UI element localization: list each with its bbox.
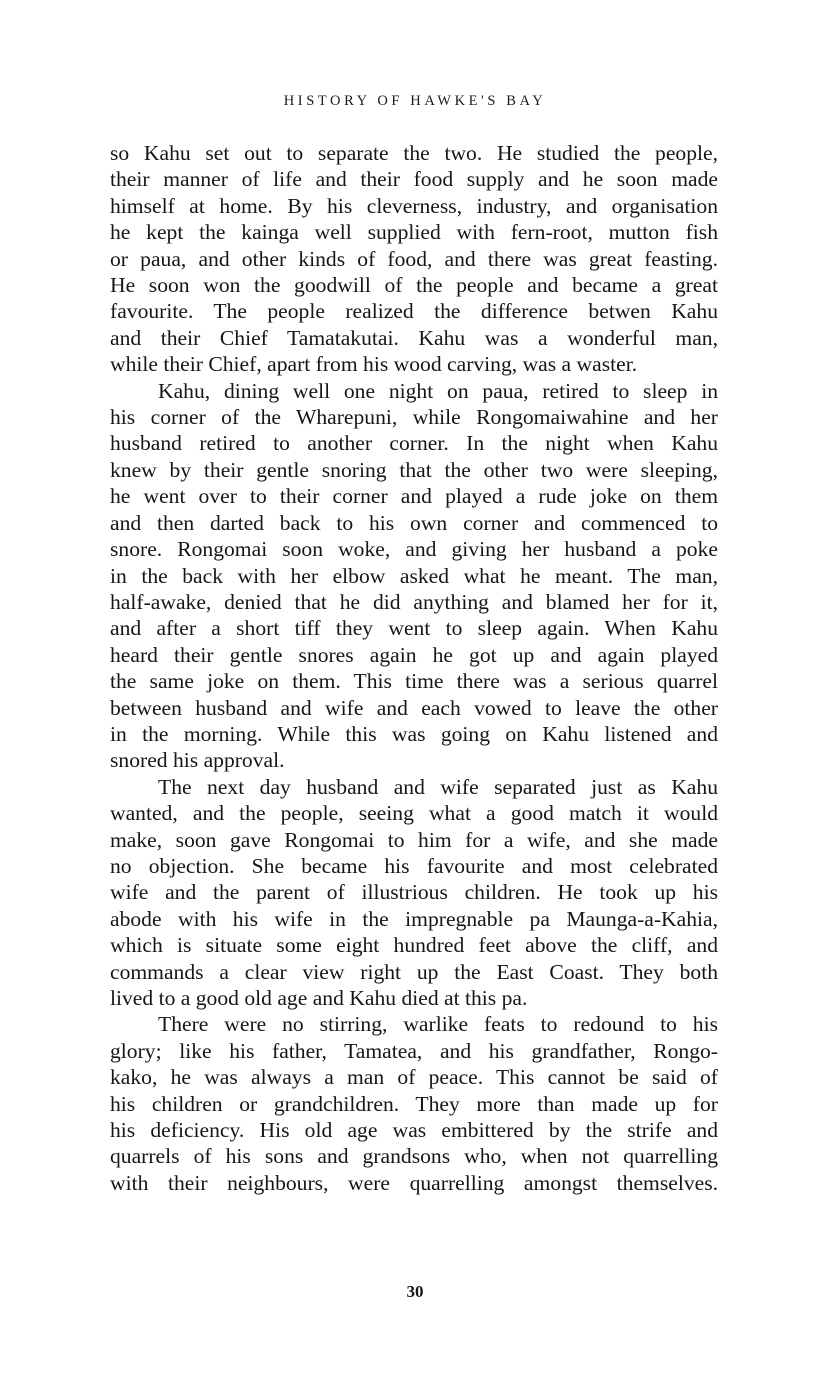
text-line: while their Chief, apart from his wood carving, was a waster.	[110, 352, 638, 377]
text-line: in the morning. While this was going on Kahu listened and	[110, 721, 718, 746]
text-line: between husband and wife and each vowed to leave the other	[110, 695, 718, 720]
text-line: glory; like his father, Tamatea, and his grandfather, Rongo-	[110, 1038, 718, 1063]
text-line: he went over to their corner and played a rude joke on them	[110, 484, 718, 509]
text-line: and their Chief Tamatakutai. Kahu was a wonderful man,	[110, 325, 718, 350]
paragraph-1	[110, 140, 718, 378]
text-line: snored his approval.	[110, 748, 285, 773]
text-line: and then darted back to his own corner and commenced to	[110, 510, 718, 535]
text-line: Kahu, dining well one night on paua, retired to sleep in	[158, 378, 718, 403]
text-line: or paua, and other kinds of food, and there was great feasting.	[110, 246, 718, 271]
paragraph-4	[110, 1011, 718, 1196]
text-line: the same joke on them. This time there was a serious quarrel	[110, 669, 718, 694]
text-line: so Kahu set out to separate the two. He studied the people,	[110, 141, 718, 165]
text-line: He soon won the goodwill of the people and became a great	[110, 273, 718, 298]
text-line: husband retired to another corner. In the night when Kahu	[110, 431, 718, 456]
text-line: make, soon gave Rongomai to him for a wife, and she made	[110, 827, 718, 852]
text-line: lived to a good old age and Kahu died at this pa.	[110, 986, 528, 1010]
text-line: half-awake, denied that he did anything and blamed her for it,	[110, 589, 718, 614]
text-line: his children or grandchildren. They more than made up for	[110, 1091, 718, 1116]
paragraph-3	[110, 774, 718, 1012]
text-line: which is situate some eight hundred feet above the cliff, and	[110, 933, 718, 958]
text-line: quarrels of his sons and grandsons who, when not quarrelling	[110, 1144, 718, 1169]
text-line: himself at home. By his cleverness, industry, and organisation	[110, 193, 718, 218]
text-line: no objection. She became his favourite and most celebrated	[110, 853, 718, 878]
text-line: knew by their gentle snoring that the other two were sleeping,	[110, 457, 718, 482]
text-line: The next day husband and wife separated just as Kahu	[158, 774, 718, 799]
body-text	[110, 140, 718, 1196]
text-line: kako, he was always a man of peace. This cannot be said of	[110, 1065, 718, 1090]
text-line: wife and the parent of illustrious children. He took up his	[110, 880, 718, 905]
text-line: he kept the kainga well supplied with fern-root, mutton fish	[110, 220, 718, 245]
text-line: in the back with her elbow asked what he meant. The man,	[110, 563, 718, 588]
text-line: with their neighbours, were quarrelling amongst themselves.	[110, 1170, 718, 1195]
text-line: his corner of the Wharepuni, while Rongomaiwahine and her	[110, 405, 718, 430]
text-line: his deficiency. His old age was embittered by the strife and	[110, 1118, 718, 1143]
text-line: favourite. The people realized the difference betwen Kahu	[110, 299, 718, 324]
page-number: 30	[406, 1282, 424, 1301]
text-line: commands a clear view right up the East Coast. They both	[110, 959, 718, 984]
text-line: snore. Rongomai soon woke, and giving her husband a poke	[110, 537, 718, 562]
text-line: their manner of life and their food supply and he soon made	[110, 167, 718, 192]
text-line: heard their gentle snores again he got up and again played	[110, 642, 718, 667]
text-line: wanted, and the people, seeing what a good match it would	[110, 801, 718, 826]
text-line: and after a short tiff they went to sleep again. When Kahu	[110, 616, 718, 641]
paragraph-2	[110, 378, 718, 774]
running-head: HISTORY OF HAWKE'S BAY	[283, 93, 547, 109]
text-line: abode with his wife in the impregnable pa Maunga-a-Kahia,	[110, 906, 718, 931]
text-line: There were no stirring, warlike feats to redound to his	[158, 1012, 718, 1037]
